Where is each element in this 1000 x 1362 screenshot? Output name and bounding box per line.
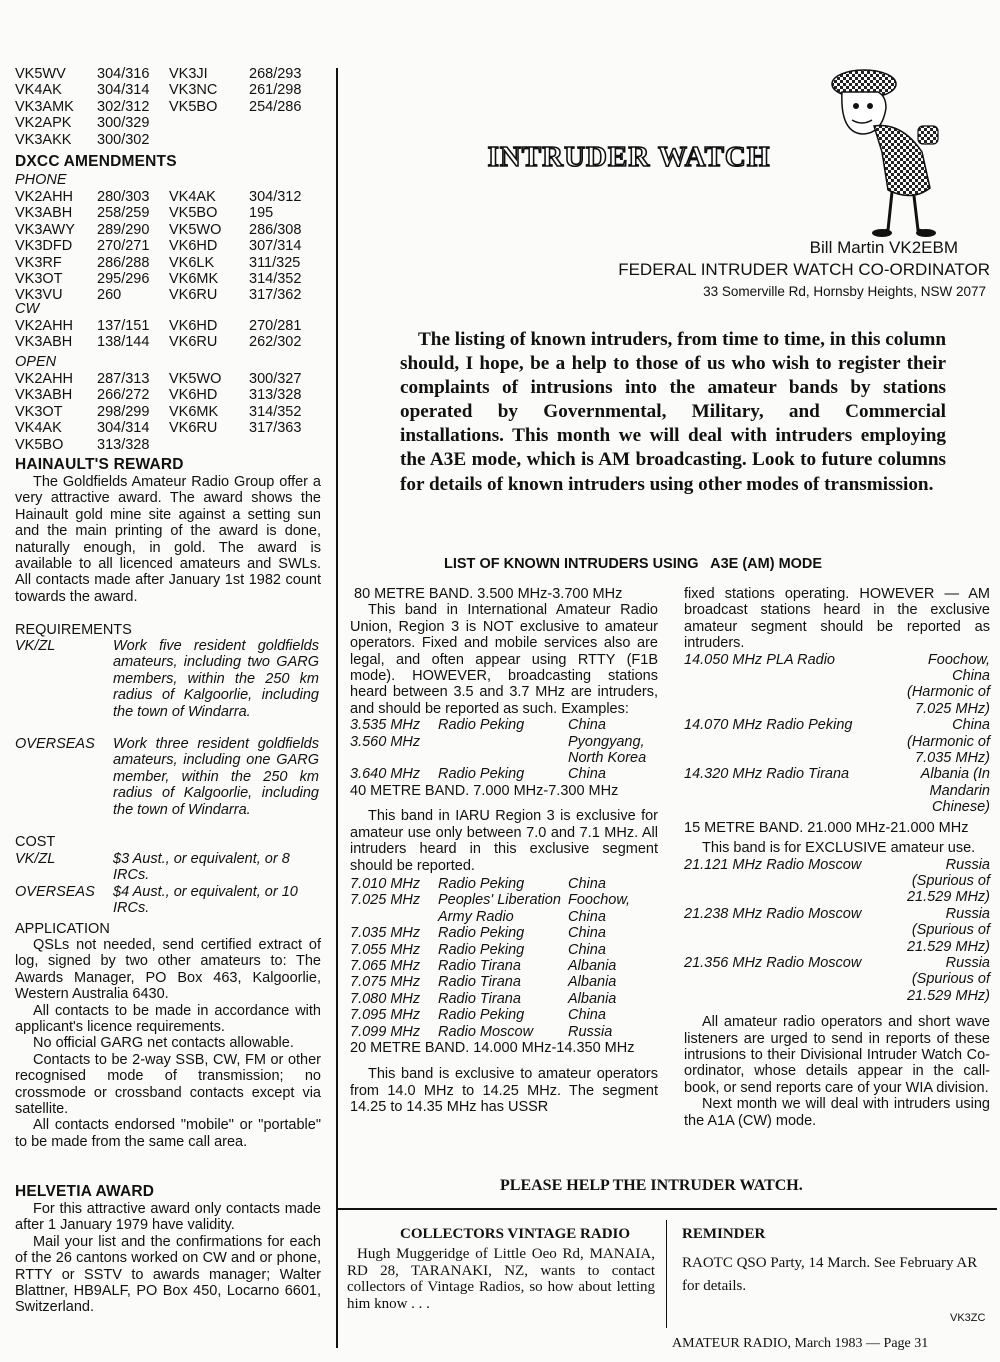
intruder-list-col2 — [684, 586, 990, 1129]
callsign: VK6HD — [169, 387, 218, 404]
application-p3: No official GARG net contacts allowable. — [33, 1035, 294, 1052]
bottom-box-rule — [337, 1208, 997, 1210]
score: 137/151 — [97, 318, 150, 334]
callsign: VK3ABH — [15, 205, 73, 222]
callsign: VK5WO — [169, 221, 222, 238]
req-overseas-key: OVERSEAS — [15, 736, 95, 752]
score: 261/298 — [249, 82, 302, 99]
callsign: VK3ABH — [15, 334, 73, 351]
author-address: 33 Somerville Rd, Hornsby Heights, NSW 2077 — [703, 284, 986, 299]
closing-paragraph-1: All amateur radio operators and short wave listeners are urged to send in reports of these intrusions to their Divisional Intruder Watch Co-ordinator, whose details appear in the call-book, or send reports care of your WIA division. — [684, 1014, 990, 1096]
callsign-row — [15, 99, 325, 115]
phone-label: PHONE — [15, 172, 67, 188]
intruder-entry — [684, 955, 990, 1004]
please-help-line: PLEASE HELP THE INTRUDER WATCH. — [500, 1177, 803, 1194]
collectors-heading: COLLECTORS VINTAGE RADIO — [400, 1226, 631, 1242]
intruder-entry — [350, 876, 658, 892]
band20-title: 20 METRE BAND. 14.000 MHz-14.350 MHz — [350, 1039, 635, 1056]
reminder-signature: VK3ZC — [950, 1312, 986, 1324]
callsign: VK2AHH — [15, 371, 74, 387]
callsign: VK2APK — [15, 115, 72, 132]
callsign: VK3RF — [15, 254, 62, 271]
score: 300/302 — [97, 131, 150, 148]
score: 298/299 — [97, 403, 150, 420]
score: 295/296 — [97, 270, 150, 287]
station: Radio Tirana — [438, 957, 521, 974]
banner-outline — [468, 136, 790, 176]
country: Albania — [568, 957, 617, 974]
score: 289/290 — [97, 221, 150, 238]
callsign-row — [15, 255, 325, 271]
frequency: 7.095 MHz — [350, 1007, 421, 1024]
callsign: VK2AHH — [15, 189, 74, 205]
open-label: OPEN — [15, 354, 57, 370]
band40-text: This band in IARU Region 3 is exclusive for amateur use only between 7.0 and 7.1 MHz. All intruders heard in this exclusive segment should be reported. — [350, 808, 658, 874]
country: Albania — [568, 974, 617, 991]
callsign: VK4AK — [15, 82, 62, 99]
intruder-entry — [684, 652, 990, 718]
country: Russia (Spurious of 21.529 MHz) — [906, 954, 990, 1004]
score: 287/313 — [97, 371, 150, 387]
score: 304/314 — [97, 420, 150, 437]
helvetia-heading: HELVETIA AWARD — [15, 1183, 155, 1200]
author-name: Bill Martin VK2EBM — [809, 238, 958, 257]
open-table — [15, 371, 325, 453]
band15-title: 15 METRE BAND. 21.000 MHz-21.000 MHz — [684, 819, 969, 836]
cost-vkzl-text: $3 Aust., or equivalent, or 8 IRCs. — [113, 851, 290, 884]
callsign-row — [15, 205, 325, 221]
frequency: 7.065 MHz — [350, 957, 421, 974]
score: 286/288 — [97, 254, 150, 271]
callsign: VK3NC — [169, 82, 218, 99]
callsign-row — [15, 287, 325, 303]
score: 302/312 — [97, 98, 150, 115]
req-vkzl-text: Work five resident goldfields amateurs, including two GARG members, within the 250 km radius of Kalgoorlie, including the town of Windarra. — [113, 638, 319, 720]
page-footer: AMATEUR RADIO, March 1983 — Page 31 — [672, 1336, 929, 1351]
callsign: VK6RU — [169, 420, 218, 437]
score: 311/325 — [249, 254, 301, 271]
callsign: VK6MK — [169, 403, 219, 420]
callsign: VK5BO — [169, 98, 218, 115]
cost-vkzl-key: VK/ZL — [15, 851, 56, 867]
country: Russia (Spurious of 21.529 MHz) — [906, 905, 990, 955]
country: Pyongyang, North Korea — [568, 733, 647, 767]
frequency-station: 14.050 MHz PLA Radio — [684, 651, 835, 668]
intruder-entry — [684, 857, 990, 906]
callsign-row — [15, 334, 325, 350]
callsign-row — [15, 420, 325, 436]
intruder-entry — [350, 734, 658, 767]
req-vkzl-key: VK/ZL — [15, 638, 56, 654]
reminder-text: RAOTC QSO Party, 14 March. See February AR for details. — [682, 1255, 978, 1294]
cost-label: COST — [15, 834, 56, 850]
country: China — [568, 875, 606, 892]
callsign: VK3AKK — [15, 131, 72, 148]
callsign-row — [15, 82, 325, 98]
score: 313/328 — [97, 436, 150, 453]
frequency-station: 14.070 MHz Radio Peking — [684, 717, 853, 734]
intruder-entry — [350, 958, 658, 974]
dxcc-heading: DXCC AMENDMENTS — [15, 153, 177, 170]
band80-entries — [350, 717, 658, 783]
score: 286/308 — [249, 221, 302, 238]
banner-text: INTRUDER WATCH — [487, 141, 771, 173]
station: Radio Peking — [438, 925, 525, 942]
callsign-row — [15, 404, 325, 420]
callsign-row — [15, 238, 325, 254]
frequency: 3.535 MHz — [350, 717, 421, 734]
country: China — [568, 941, 606, 958]
country: Albania (In Mandarin Chinese) — [920, 766, 990, 816]
callsign-row — [15, 271, 325, 287]
cw-label: CW — [15, 301, 40, 317]
score: 258/259 — [97, 205, 150, 222]
phone-table — [15, 189, 325, 304]
station: Radio Peking — [438, 766, 525, 783]
score: 262/302 — [249, 334, 302, 351]
callsign: VK3VU — [15, 287, 63, 304]
callsign: VK5WV — [15, 66, 66, 82]
column-divider — [336, 68, 338, 1348]
detective-illustration — [822, 62, 952, 242]
awards-callsign-table — [15, 66, 325, 148]
callsign-row — [15, 66, 325, 82]
cost-overseas-key: OVERSEAS — [15, 884, 95, 900]
callsign: VK6MK — [169, 270, 219, 287]
callsign-row — [15, 222, 325, 238]
country: China (Harmonic of 7.035 MHz) — [907, 717, 990, 767]
station: Radio Tirana — [438, 974, 521, 991]
score: 138/144 — [97, 334, 150, 351]
country: Albania — [568, 990, 617, 1007]
application-p1: QSLs not needed, send certified extract of log, signed by two other amateurs to: The Awards Manager, PO Box 463, Kalgoorlie, Western Australia 6430. — [15, 937, 321, 1003]
collectors-text: Hugh Muggeridge of Little Oeo Rd, MANAIA, RD 28, TARANAKI, NZ, wants to contact collectors of Vintage Radios, so how about letting him know . . . — [347, 1246, 655, 1312]
callsign: VK6RU — [169, 334, 218, 351]
country: China — [568, 766, 606, 783]
frequency: 7.025 MHz — [350, 892, 421, 909]
band15-text: This band is for EXCLUSIVE amateur use. — [702, 840, 976, 857]
frequency: 7.010 MHz — [350, 875, 421, 892]
cost-overseas-text: $4 Aust., or equivalent, or 10 IRCs. — [113, 884, 298, 917]
helvetia-body — [15, 1201, 321, 1316]
callsign: VK3ABH — [15, 387, 73, 404]
helvetia-p1: For this attractive award only contacts made after 1 January 1979 have validity. — [15, 1201, 321, 1234]
band80-text: This band in International Amateur Radio Union, Region 3 is NOT exclusive to amateur operators. Fixed and mobile services also are legal, and often appear using RTTY (F1B mode). HOWEVER, broadcasting stations heard between 3.5 and 3.7 MHz are intruders, and should be reported as such. Examples: — [350, 602, 658, 717]
score: 260 — [97, 287, 122, 304]
frequency: 7.080 MHz — [350, 990, 421, 1007]
score: 317/362 — [249, 287, 302, 304]
score: 268/293 — [249, 66, 302, 82]
score: 270/281 — [249, 318, 302, 334]
station: Radio Peking — [438, 1007, 525, 1024]
station — [438, 734, 568, 767]
score: 270/271 — [97, 238, 150, 255]
intruder-entry — [350, 1024, 658, 1040]
bottom-box-divider — [666, 1220, 667, 1328]
score: 317/363 — [249, 420, 302, 437]
band20-cont-text: fixed stations operating. HOWEVER — AM broadcast stations heard in the exclusive amateur segment should be reported as intruders. — [684, 586, 990, 652]
band80-title: 80 METRE BAND. 3.500 MHz-3.700 MHz — [354, 586, 623, 602]
application-body — [15, 937, 321, 1150]
lead-paragraph: The listing of known intruders, from time to time, in this column should, I hope, be a help to those of us who wish to register their complaints of intrusions into the amateur bands by stations operated by Governmental, Military, and Commercial installations. This month we will deal with intruders employing the A3E mode, which is AM broadcasting. Look to future columns for details of known intruders using other modes of transmission. — [400, 329, 946, 495]
hainault-intro: The Goldfields Amateur Radio Group offer a very attractive award. The award shows the Hainault gold mine site against a setting sun and the main printing of the award is done, naturally enough, in gold. The award is available to all licenced amateurs and SWLs. All contacts made after January 1st 1982 count towards the award. — [15, 474, 321, 605]
intruder-entry — [350, 991, 658, 1007]
intruder-entry — [350, 1007, 658, 1023]
station: Radio Peking — [438, 875, 525, 892]
application-label: APPLICATION — [15, 921, 110, 937]
intruder-entry — [350, 942, 658, 958]
callsign: VK4AK — [169, 189, 216, 205]
callsign: VK3JI — [169, 66, 208, 82]
country: China — [568, 1007, 606, 1024]
frequency: 7.035 MHz — [350, 925, 421, 942]
frequency: 7.055 MHz — [350, 941, 421, 958]
score: 300/329 — [97, 115, 150, 132]
station: Radio Peking — [438, 941, 525, 958]
intruder-entry — [684, 906, 990, 955]
station: Peoples' Liberation Army Radio — [438, 892, 561, 925]
callsign: VK4AK — [15, 420, 62, 437]
closing-paragraph-2: Next month we will deal with intruders using the A1A (CW) mode. — [684, 1096, 990, 1129]
score: 254/286 — [249, 98, 302, 115]
callsign: VK6HD — [169, 238, 218, 255]
application-p4: Contacts to be 2-way SSB, CW, FM or other recognised mode of transmission; no crossmode or crossband contacts except via satellite. — [15, 1051, 321, 1118]
score: 304/314 — [97, 82, 150, 99]
author-role: FEDERAL INTRUDER WATCH CO-ORDINATOR — [618, 260, 990, 279]
callsign: VK3AWY — [15, 221, 75, 238]
callsign-row — [15, 318, 325, 334]
frequency: 3.640 MHz — [350, 766, 421, 783]
application-p2: All contacts to be made in accordance with applicant's licence requirements. — [15, 1002, 321, 1036]
callsign-row — [15, 371, 325, 387]
frequency-station: 14.320 MHz Radio Tirana — [684, 766, 850, 783]
callsign-row — [15, 387, 325, 403]
frequency: 3.560 MHz — [350, 733, 421, 750]
score: 280/303 — [97, 189, 150, 205]
req-overseas-text: Work three resident goldfields amateurs, including one GARG member, within the 250 km radius of Kalgoorlie, including the town of Windarra. — [113, 736, 319, 818]
intruder-entry — [350, 766, 658, 782]
cw-table — [15, 318, 325, 351]
frequency: 7.075 MHz — [350, 974, 421, 991]
band20-text: This band is exclusive to amateur operators from 14.0 MHz to 14.25 MHz. The segment 14.25 to 14.35 MHz has USSR — [350, 1066, 658, 1116]
band15-entries — [684, 857, 990, 1005]
callsign-row — [15, 437, 325, 453]
frequency: 7.099 MHz — [350, 1023, 421, 1040]
country: Russia (Spurious of 21.529 MHz) — [906, 856, 990, 906]
intruder-entry — [350, 974, 658, 990]
callsign: VK3AMK — [15, 98, 74, 115]
score: 314/352 — [249, 403, 302, 420]
band40-entries — [350, 876, 658, 1040]
country: China — [568, 717, 606, 734]
intruder-list-heading: LIST OF KNOWN INTRUDERS USING A3E (AM) MODE — [444, 556, 823, 572]
detective-icon — [822, 62, 952, 242]
hainault-heading: HAINAULT'S REWARD — [15, 456, 184, 473]
callsign: VK3OT — [15, 403, 63, 420]
station: Radio Peking — [438, 717, 525, 734]
score: 304/312 — [249, 189, 302, 205]
intruder-entry — [350, 892, 658, 925]
callsign: VK3OT — [15, 270, 63, 287]
score: 307/314 — [249, 238, 302, 255]
intruder-entry — [684, 766, 990, 815]
callsign: VK6HD — [169, 318, 218, 334]
band20-entries — [684, 652, 990, 816]
callsign: VK5BO — [15, 436, 64, 453]
callsign: VK6RU — [169, 287, 218, 304]
callsign: VK5WO — [169, 371, 222, 387]
intruder-entry — [350, 717, 658, 733]
reminder-heading: REMINDER — [682, 1226, 766, 1242]
station: Radio Tirana — [438, 990, 521, 1007]
score: 313/328 — [249, 387, 302, 404]
intruder-list-col1 — [350, 586, 658, 1116]
requirements-label: REQUIREMENTS — [15, 622, 132, 638]
callsign: VK5BO — [169, 205, 218, 222]
helvetia-p2: Mail your list and the confirmations for each of the 26 cantons worked on CW and or phone, RTTY or SSTV to awards manager; Walter Blattner, HB9ALF, PO Box 450, Locarno 6601, Switzerland. — [15, 1233, 321, 1316]
callsign-row — [15, 189, 325, 205]
intruder-entry — [350, 925, 658, 941]
callsign: VK3DFD — [15, 238, 73, 255]
callsign-row — [15, 115, 325, 131]
score: 266/272 — [97, 387, 150, 404]
score: 314/352 — [249, 270, 302, 287]
intruder-watch-banner — [468, 136, 790, 176]
country: Foochow, China (Harmonic of 7.025 MHz) — [907, 651, 990, 717]
station: Radio Moscow — [438, 1023, 534, 1040]
score: 300/327 — [249, 371, 302, 387]
callsign: VK6LK — [169, 254, 215, 271]
score: 304/316 — [97, 66, 150, 82]
frequency-station: 21.356 MHz Radio Moscow — [684, 954, 862, 971]
intruder-entry — [684, 717, 990, 766]
frequency-station: 21.238 MHz Radio Moscow — [684, 905, 862, 922]
country: Russia — [568, 1023, 613, 1040]
frequency-station: 21.121 MHz Radio Moscow — [684, 856, 862, 873]
score: 195 — [249, 205, 274, 222]
application-p5: All contacts endorsed "mobile" or "portable" to be made from the same call area. — [15, 1117, 321, 1150]
band40-title: 40 METRE BAND. 7.000 MHz-7.300 MHz — [350, 782, 619, 799]
country: Foochow, China — [568, 892, 631, 925]
country: China — [568, 925, 606, 942]
callsign-row — [15, 132, 325, 148]
callsign: VK2AHH — [15, 318, 74, 334]
